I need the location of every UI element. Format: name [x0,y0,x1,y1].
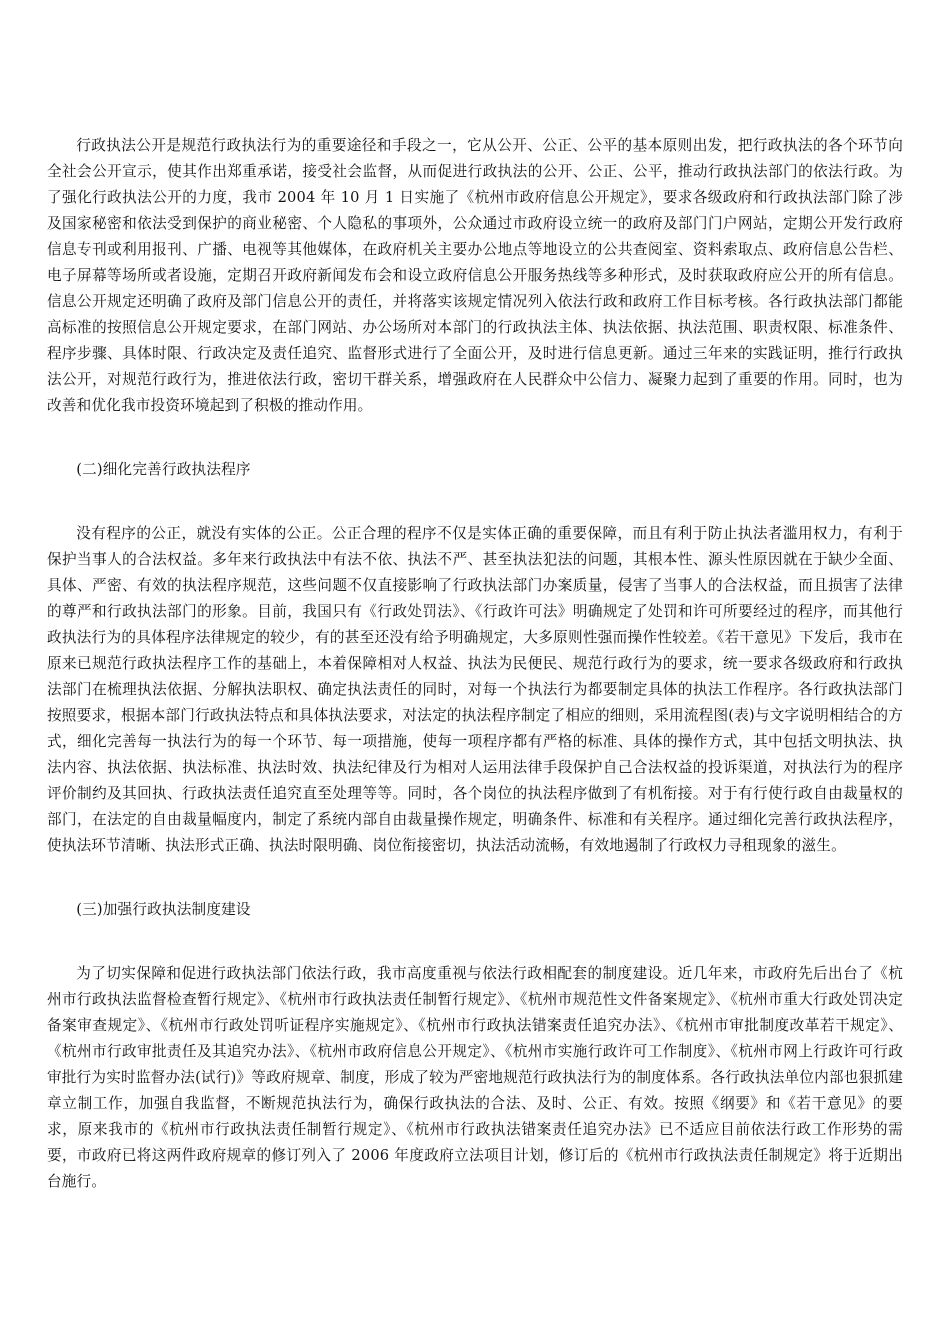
paragraph-system-building: 为了切实保障和促进行政执法部门依法行政，我市高度重视与依法行政相配套的制度建设。近几年来，市政府先后出台了《杭州市行政执法监督检查暂行规定》、《杭州市行政执法责任制暂行规定》、《杭州市规范性文件备案规定》、《杭州市重大行政处罚决定备案审查规定》、《杭州市行政处罚听证程序实施规定》、《杭州市行政执法错案责任追究办法》、《杭州市审批制度改革若干规定》、《杭州市行政审批责任及其追究办法》、《杭州市政府信息公开规定》、《杭州市实施行政许可工作制度》、《杭州市网上行政许可行政审批行为实时监督办法(试行)》等政府规章、制度，形成了较为严密地规范行政执法行为的制度体系。各行政执法单位内部也狠抓建章立制工作，加强自我监督，不断规范执法行为，确保行政执法的合法、及时、公正、有效。按照《纲要》和《若干意见》的要求，原来我市的《杭州市行政执法责任制暂行规定》、《杭州市行政执法错案责任追究办法》已不适应目前依法行政工作形势的需要，市政府已将这两件政府规章的修订列入了 2006 年度政府立法项目计划，修订后的《杭州市行政执法责任制规定》将于近期出台施行。 [47,965,903,1190]
section-heading-system-building: (三)加强行政执法制度建设 [76,901,251,918]
spacer [47,419,903,457]
spacer [47,483,903,521]
spacer [47,923,903,961]
section-heading-procedure: (二)细化完善行政执法程序 [76,461,251,478]
paragraph-procedure: 没有程序的公正，就没有实体的公正。公正合理的程序不仅是实体正确的重要保障，而且有利于防止执法者滥用权力，有利于保护当事人的合法权益。多年来行政执法中有法不依、执法不严、甚至执法犯法的问题，其根本性、源头性原因就在于缺少全面、具体、严密、有效的执法程序规范，这些问题不仅直接影响了行政执法部门办案质量，侵害了当事人的合法权益，而且损害了法律的尊严和行政执法部门的形象。目前，我国只有《行政处罚法》、《行政许可法》明确规定了处罚和许可所要经过的程序，而其他行政执法行为的具体程序法律规定的较少，有的甚至还没有给予明确规定，大多原则性强而操作性较差。《若干意见》下发后，我市在原来已规范行政执法程序工作的基础上，本着保障相对人权益、执法为民便民、规范行政行为的要求，统一要求各级政府和行政执法部门在梳理执法依据、分解执法职权、确定执法责任的同时，对每一个执法行为都要制定具体的执法工作程序。各行政执法部门按照要求，根据本部门行政执法特点和具体执法要求，对法定的执法程序制定了相应的细则，采用流程图(表)与文字说明相结合的方式，细化完善每一执法行为的每一个环节、每一项措施，使每一项程序都有严格的标准、具体的操作方式，其中包括文明执法、执法内容、执法依据、执法标准、执法时效、执法纪律及行为相对人运用法律手段保护自己合法权益的投诉渠道，对执法行为的程序评价制约及其回执、行政执法责任追究直至处理等等。同时，各个岗位的执法程序做到了有机衔接。对于有行使行政自由裁量权的部门，在法定的自由裁量幅度内，制定了系统内部自由裁量操作规定，明确条件、标准和有关程序。通过细化完善行政执法程序，使执法环节清晰、执法形式正确、执法时限明确、岗位衔接密切，执法活动流畅，有效地遏制了行政权力寻租现象的滋生。 [47,525,903,854]
spacer [47,859,903,897]
paragraph-information-disclosure: 行政执法公开是规范行政执法行为的重要途径和手段之一，它从公开、公正、公平的基本原则出发，把行政执法的各个环节向全社会公开宣示，使其作出郑重承诺，接受社会监督，从而促进行政执法的公开、公正、公平，推动行政执法部门的依法行政。为了强化行政执法公开的力度，我市 2004 年 10 月 1 日实施了《杭州市政府信息公开规定》，要求各级政府和行政执法部门除了涉及国家秘密和依法受到保护的商业秘密、个人隐私的事项外，公众通过市政府设立统一的政府及部门门户网站，定期公开发行政府信息专刊或利用报刊、广播、电视等其他媒体，在政府机关主要办公地点等地设立的公共查阅室、资料索取点、政府信息公告栏、电子屏幕等场所或者设施，定期召开政府新闻发布会和设立政府信息公开服务热线等多种形式，及时获取政府应公开的所有信息。信息公开规定还明确了政府及部门信息公开的责任，并将落实该规定情况列入依法行政和政府工作目标考核。各行政执法部门都能高标准的按照信息公开规定要求，在部门网站、办公场所对本部门的行政执法主体、执法依据、执法范围、职责权限、标准条件、程序步骤、具体时限、行政决定及责任追究、监督形式进行了全面公开，及时进行信息更新。通过三年来的实践证明，推行行政执法公开，对规范行政行为，推进依法行政，密切干群关系，增强政府在人民群众中公信力、凝聚力起到了重要的作用。同时，也为改善和优化我市投资环境起到了积极的推动作用。 [47,137,903,414]
document-body [47,133,903,1195]
